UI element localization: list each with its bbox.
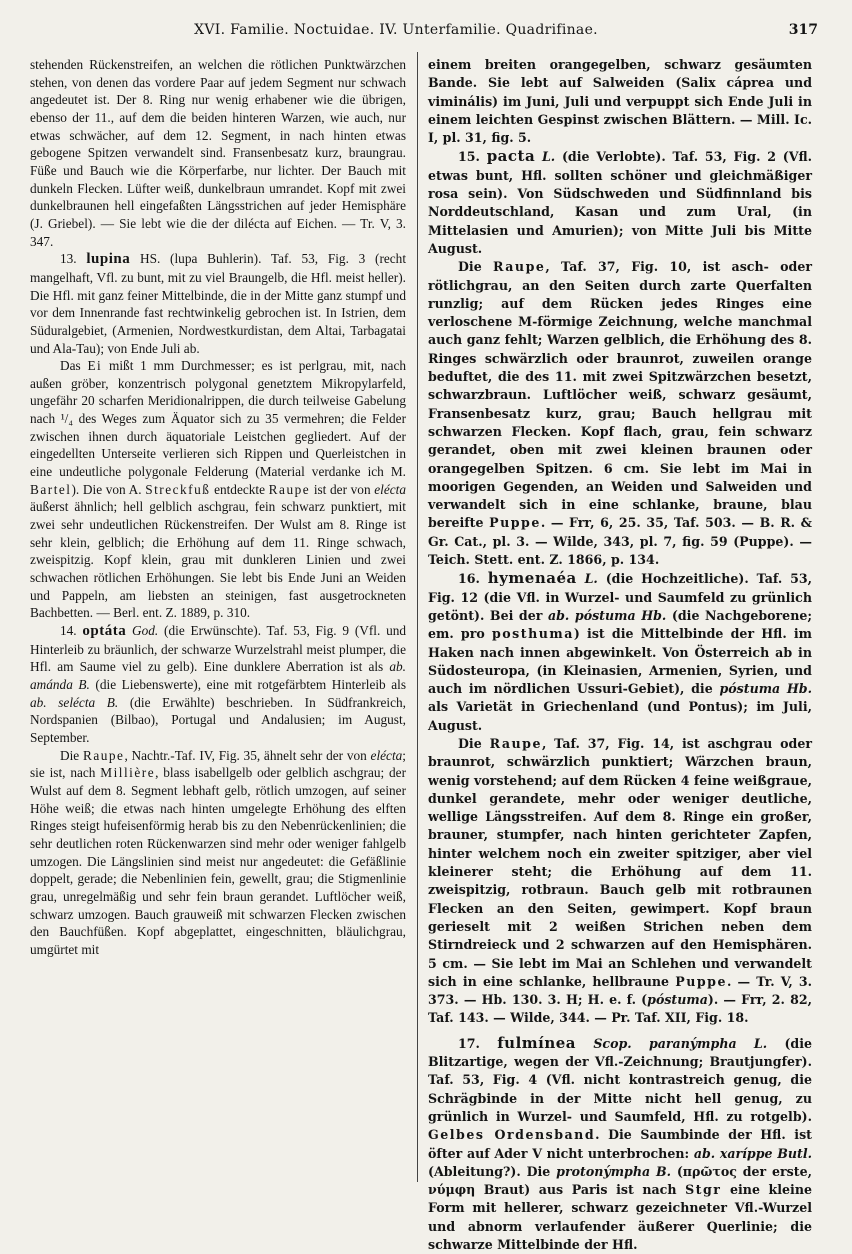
entry-lupina xyxy=(30,250,406,357)
text: , Nachtr.-Taf. IV, Fig. 35, ähnelt sehr der von xyxy=(124,747,367,763)
text: (Ableitung?). Die xyxy=(428,1163,551,1179)
entry-fulminea xyxy=(428,1034,812,1254)
aberration-name: ab. xaríppe Butl. xyxy=(693,1145,812,1161)
species-ref: elécta xyxy=(374,481,407,497)
paragraph-continuation xyxy=(30,56,406,250)
text: . Die Saumbinde der Hfl. ist öfter auf Ader V nicht unterbrochen: xyxy=(428,1127,812,1161)
text: (die Blitzartige, wegen der Vfl.-Zeichnung; Brautjungfer). Taf. 53, Fig. 4 (Vfl. nicht kontrastreich genug, die Schrägbinde in der Mitte nicht hell genug, zu grünlich in Wurzel- und Saumfeld, Hfl. zu rotgelb). xyxy=(428,1035,813,1124)
species-name: pacta xyxy=(486,147,536,166)
entry-text: HS. (lupa Buhlerin). Taf. 53, Fig. 3 (recht mangelhaft, Vfl. zu bunt, mit zu viel Braungelb, die Hfl. meist heller). Die Hfl. mit ganz feiner Mittelbinde, die in der Mitte ganz stumpf und vor dem Innenrande fast rechtwinkelig gebrochen ist. In Istrien, dem Süduralgebiet, (Armenien, Nordwestkurdistan, dem Altai, Tarbagatai und Ala-Tau); von Ende Juli ab. xyxy=(30,251,407,356)
aberration-name: protonýmpha B. xyxy=(556,1163,671,1179)
paragraph-raupe xyxy=(30,747,406,959)
entry-number: 16. xyxy=(458,571,480,587)
spaced-term: Puppe xyxy=(675,973,727,989)
entry-text: (die Verlobte). Taf. 53, Fig. 2 (Vfl. etwas bunt, Hfl. sollten schöner und gleichmäßiger rosa sein). Von Südschweden und Südfinnland bis Norddeutschland, Kasan und zum Ural, (in Mittelasien und Amurien); von Mitte Juli bis Mitte August. xyxy=(428,149,813,256)
spaced-term: Puppe xyxy=(489,515,541,531)
text: , Taf. 37, Fig. 14, ist aschgrau oder braunrot, schwärzlich punktiert; Wärzchen braun, wenig vorstehend; auf dem Rücken 4 feine weißgraue, dunkel gerandete, mehr oder weniger deutliche, wellige Längsstreifen. Auf dem 8. Ringe ein großer, brauner, stumpfer, nach hinten gerichteter Zapfen, hinter welchem noch ein zweiter spitziger, aber viel kleinerer steht; die Erhöhung auf dem 11. zweispitzig, rotbraun. Bauch gelb mit rotbraunen Flecken an den Seiten, gewimpert. Kopf braun gerieselt mit 2 weißen Strichen neben dem Stirndreieck und 2 schwarzen auf den Hemisphären. 5 cm. — Sie lebt im Mai an Schlehen und verwandelt sich in eine schlanke, hellbraune xyxy=(428,735,812,989)
spaced-term: Raupe xyxy=(489,735,542,751)
person-name: Millière xyxy=(100,765,156,781)
aberration-name: ab. seléctа B. xyxy=(30,694,119,710)
aberration-name: póstuma xyxy=(647,992,708,1008)
entry-number: 14. xyxy=(60,623,77,638)
text: , Taf. 37, Fig. 10, ist asch- oder rötlichgrau, an den Seiten durch zarte Querfalten runzlig; auf dem Rücken jedes Ringes eine verloschene M-förmige Zeichnung, welche manchmal auch ganz fehlt; Warzen gelblich, die Erhöhung des 8. Ringes schwärzlich oder braunrot, zuweilen orange beduftet, die des 11. mit zwei Spitzwärzchen besetzt, schwarzbraun. Luftlöcher weiß, schwarz gesäumt, Fransenbesatz kurz, grau; Bauch hellgrau mit schwarzen Flecken. Kopf flach, grau, fein schwarz gerandet, oben mit zwei kleinen braunen oder orangegelben Spitzen. 6 cm. Sie lebt im Mai in moorigen Gegenden, an Weiden und Salweiden und verwandelt sich in eine schlanke, braune, blau bereifte xyxy=(428,259,812,531)
text: Die xyxy=(458,735,482,751)
entry-number: 17. xyxy=(458,1035,480,1051)
text: , blass isabellgelb oder gelblich aschgrau; der Wulst auf dem 8. Segment lebhaft gelb, rötlich umzogen, auf seiner Höhe weiß; die etwas nach hinten umgelegte Erhöhung des elften Ringes steigt hufeisenförmig herab bis zu den Nebenrückenlinien; die sehr deutlichen roten Rückenwarzen sind mehr oder weniger fahlgelb umzogen. Die Längslinien sind meist nur angedeutet: die Gefäßlinie doppelt, gerade; die Nebenlinien fein, gewellt, grau; die Stigmenlinie grau, unregelmäßig und sehr fein braun gerandet. Luftlöcher weiß, schwarz umzogen. Bauch grauweiß mit schwarzen Flecken zwischen den Bauchfüßen. Kopf abgeplattet, eingeschnitten, bläulichgrau, umgürtet mit xyxy=(30,765,406,957)
text: Die xyxy=(60,747,80,763)
species-name: lupina xyxy=(86,251,131,268)
species-ref: elécta xyxy=(370,747,403,763)
person-name: Stgr xyxy=(685,1182,722,1198)
spaced-term: Raupe xyxy=(493,259,546,275)
spaced-term: posthuma xyxy=(491,626,574,642)
paragraph-raupe xyxy=(428,258,812,569)
paragraph-egg xyxy=(30,357,406,622)
text: äußerst ähnlich; hell gelblich aschgrau, fein schwarz punktiert, mit zwei sehr undeutlichen Rückenstreifen. Der Wulst am 8. Ringe ist sehr klein, gelblich; die Erhöhung auf dem 11. Ringe schwach, zweispitzig. Kopf klein, grau mit dunkleren Linien und zwei schwachen rötlichen Erhöhungen. Sie lebt bis Ende Juni an Weiden und Pappeln, am liebsten an steinigen, fast ausgetrockneten Bachbetten. — Berl. ent. Z. 1889, p. 310. xyxy=(30,499,406,621)
entry-number: 13. xyxy=(60,251,77,267)
text: stehenden Rückenstreifen, an welchen die rötlichen Punktwärzchen stehen, von denen das vordere Paar auf jedem Segment nur schwach angedeutet ist. Der 8. Ring nur wenig erhabener wie die übrigen, ebenso der 11., auf dem die beiden hinteren Warzen, wie auch, nur etwas schwächer, auf dem 12. Segment, in nach hinten etwas gebogene Spitzen verwandelt sind. Fransenbesatz kurz, braungrau. Füße und Bauch wie die Körperfarbe, nur lichter. Der Bauch mit dunkeln Flecken. Lüfter weiß, dunkelbraun umrandet. Kopf mit zwei dunkelbraunen hell eingefaßten Längsstrichen auf jeder Hemisphäre (J. Griebel). — Sie lebt wie die der dilécta auf Eichen. — Tr. V, 3. 347. xyxy=(30,57,406,249)
right-column xyxy=(428,56,812,1254)
text: (die Hochzeitliche). Taf. 53, Fig. 12 (die Vfl. in Wurzel- und Saumfeld zu grünlich getönt). Bei der xyxy=(428,571,813,623)
text: mißt 1 mm Durchmesser; es ist perlgrau, mit, nach außen gröber, konzentrisch polygonal genetztem Mikropylarfeld, ungefähr 20 scharfen Meridionalrippen, die durch teilweise Gabelung nach ¹/₄ des Weges zum Äquator sich zu 35 vermehren; die Felder zwischen ihnen durch äquatoriale Leistchen gegliedert. Auf der eingedellten Unterseite verlieren sich Rippen und Querleistchen in eine undeutliche polygonale Felderung (Material verdanke ich M. xyxy=(30,358,406,480)
text: Die xyxy=(458,259,482,275)
spaced-term: Raupe xyxy=(268,481,311,497)
text: . — Frr, 6, 25. 35, Taf. 503. — B. R. & Gr. Cat., pl. 3. — Wilde, 343, pl. 7, fig. 59 (Puppe). — Teich. Stett. ent. Z. 1866, p. 134. xyxy=(428,515,813,568)
page-number: 317 xyxy=(788,22,818,38)
paragraph-raupe xyxy=(428,735,812,1028)
column-divider xyxy=(417,52,418,1182)
text: ist der von xyxy=(313,481,371,497)
person-name: Streckfuß xyxy=(145,481,211,497)
aberration-name: ab. amánda B. xyxy=(30,659,406,692)
species-name: optáta xyxy=(82,623,127,639)
text: (die Liebenswerte), eine mit rotgefärbtem Hinterleib als xyxy=(95,676,407,692)
species-name: fulmínea xyxy=(497,1033,577,1052)
page-header xyxy=(30,22,822,44)
text: ). — Frr, 2. 82, Taf. 143. — Wilde, 344. — Pr. Taf. XII, Fig. 18. xyxy=(428,992,812,1026)
aberration-name: póstuma Hb. xyxy=(719,681,813,697)
entry-pacta xyxy=(428,147,812,258)
running-title: XVI. Familie. Noctuidae. IV. Unterfamilie. Quadrifinae. xyxy=(194,22,598,38)
text: (πρῶτος der erste, νύμφη Braut) aus Paris ist nach xyxy=(428,1163,812,1198)
text: ; sie ist, nach xyxy=(30,747,406,781)
text: eine kleine Form mit hellerer, schwarz gezeichneter Vfl.-Wurzel und abnorm verlaufender äußerer Querlinie; die schwarze Mittelbinde der Hfl. xyxy=(428,1182,813,1252)
text: einem breiten orangegelben, schwarz gesäumten Bande. Sie lebt auf Salweiden (Salix cáprea und viminális) im Juni, Juli und verpuppt sich Ende Juli in einem leichten Gespinst zwischen Blättern. — Mill. Ic. I, pl. 31, fig. 5. xyxy=(428,57,812,146)
text: (die Erwünschte). Taf. 53, Fig. 9 (Vfl. und Hinterleib zu bräunlich, der schwarze Wurzelstrahl meist plumper, die Hfl. am Saume viel zu gelb). Eine dunklere Aberration ist als xyxy=(30,623,407,675)
text: . — Tr. V, 3. 373. — Hb. 130. 3. H; H. e. f. ( xyxy=(428,973,813,1008)
text: (die Nachgeborene; em. pro xyxy=(428,607,813,642)
text: ) ist die Mittelbinde der Hfl. im Haken nach innen abgewinkelt. Von Österreich ab in Südosteuropa, (in Kleinasien, Armenien, Syrien, und auch im nördlichen Ussuri-Gebiet), die xyxy=(428,626,813,697)
common-name: Gelbes Ordensband xyxy=(428,1127,596,1143)
author: L. xyxy=(584,571,598,587)
aberration-name: ab. póstuma Hb. xyxy=(547,607,667,623)
text: (die Erwählte) beschrieben. In Südfrankreich, Nordspanien (Bilbao), Portugal und Andalusien; im August, September. xyxy=(30,694,406,745)
spaced-term: Raupe xyxy=(82,747,125,763)
text: entdeckte xyxy=(214,481,266,497)
species-name: hymenaéa xyxy=(487,569,577,588)
text: ). Die von A. xyxy=(71,481,142,497)
author: Scop. paranýmpha L. xyxy=(593,1035,768,1051)
text: Das xyxy=(60,358,81,374)
entry-hymenaea xyxy=(428,569,812,735)
entry-optata xyxy=(30,622,406,747)
spaced-term: Ei xyxy=(87,358,103,374)
author: God. xyxy=(132,623,159,638)
paragraph-continuation xyxy=(428,56,812,147)
text: als Varietät in Griechenland (und Pontus); im Juli, August. xyxy=(428,699,812,733)
person-name: Bartel xyxy=(30,481,72,497)
author: L. xyxy=(541,149,556,165)
entry-number: 15. xyxy=(458,149,480,165)
left-column xyxy=(30,56,406,958)
